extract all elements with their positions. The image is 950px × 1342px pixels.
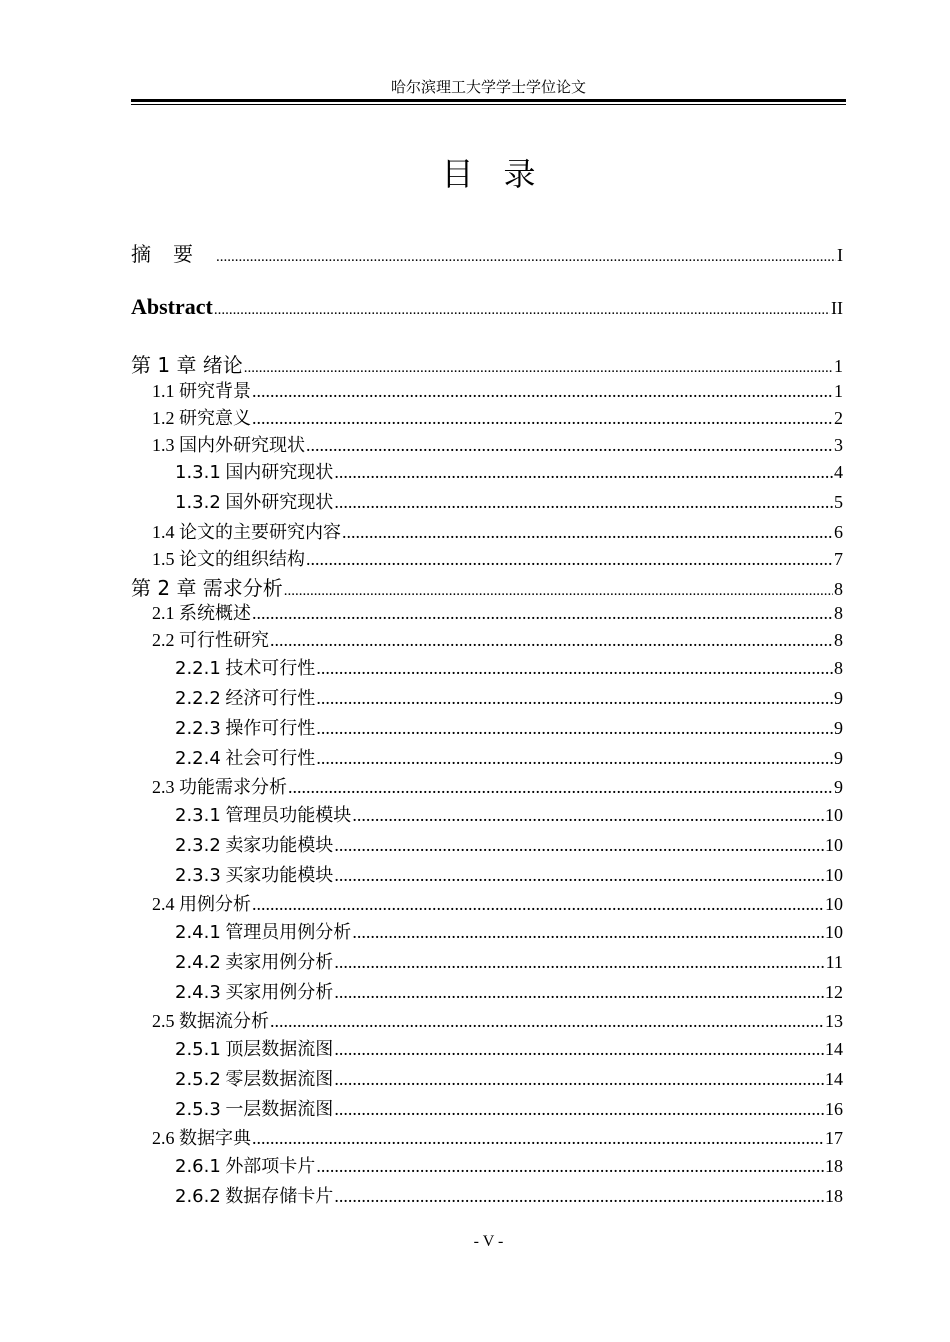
toc-entry-title xyxy=(175,654,315,680)
toc-entry-text: 买家功能模块 xyxy=(220,865,334,885)
toc-entry-title xyxy=(175,978,333,1004)
toc-entry-page: 14 xyxy=(825,1069,843,1089)
toc-entry-title xyxy=(175,1095,333,1121)
toc-entry-number: 2.4.3 xyxy=(175,982,221,1003)
dot-leader xyxy=(252,894,824,915)
dot-leader xyxy=(316,688,833,709)
toc-entry-page: 11 xyxy=(825,952,843,972)
toc-entry[interactable] xyxy=(131,714,843,740)
toc-entry[interactable] xyxy=(131,599,843,625)
running-header: 哈尔滨理工大学学士学位论文 xyxy=(390,80,586,96)
toc-entry-number: 2.5.1 xyxy=(175,1039,221,1060)
toc-entry-title xyxy=(175,861,333,887)
dot-leader xyxy=(216,249,836,266)
toc-entry-text: 国外研究现状 xyxy=(220,492,334,512)
toc-entry[interactable] xyxy=(131,1035,843,1061)
toc-entry-title xyxy=(175,918,351,944)
toc-entry-page: II xyxy=(831,298,843,318)
toc-entry-number: 2.6.1 xyxy=(175,1156,221,1177)
toc-entry-title: 1.1 研究背景 xyxy=(152,381,251,401)
toc-entry[interactable] xyxy=(131,918,843,944)
dot-leader xyxy=(306,549,833,570)
toc-entry-page: 10 xyxy=(825,865,843,885)
dot-leader xyxy=(252,1128,824,1149)
toc-entry-title xyxy=(175,801,351,827)
toc-entry-number: 2.5.3 xyxy=(175,1099,221,1120)
toc-entry-title xyxy=(175,831,333,857)
toc-entry-page: 13 xyxy=(825,1011,843,1031)
toc-entry-title xyxy=(175,948,333,974)
toc-entry-page: 14 xyxy=(825,1039,843,1059)
dot-leader xyxy=(334,1039,824,1060)
toc-entry[interactable] xyxy=(131,773,843,799)
toc-entry-number: 1.3.1 xyxy=(175,462,221,483)
toc-entry-title: 第 2 章 需求分析 xyxy=(131,576,283,600)
toc-entry[interactable] xyxy=(131,978,843,1004)
toc-entry-page: 1 xyxy=(834,381,843,401)
toc-entry-number: 2.3.1 xyxy=(175,805,221,826)
toc-entry-title: 1.5 论文的组织结构 xyxy=(152,549,305,569)
dot-leader xyxy=(316,748,833,769)
toc-entry-number: 2.4.1 xyxy=(175,922,221,943)
toc-entry-page: 3 xyxy=(834,435,843,455)
dot-leader xyxy=(352,805,824,826)
toc-entry-number: 2.2.4 xyxy=(175,748,221,769)
toc-entry-title: 2.2 可行性研究 xyxy=(152,630,269,650)
toc-entry-title: Abstract xyxy=(131,294,213,319)
toc-entry-page: 18 xyxy=(825,1186,843,1206)
dot-leader xyxy=(270,630,833,651)
toc-entry-page: 16 xyxy=(825,1099,843,1119)
toc-entry-page: 7 xyxy=(834,549,843,569)
toc-entry[interactable] xyxy=(131,488,843,514)
toc-entry[interactable] xyxy=(131,626,843,652)
toc-entry-page: 12 xyxy=(825,982,843,1002)
toc-entry-number: 2.2.3 xyxy=(175,718,221,739)
toc-entry-title: 2.4 用例分析 xyxy=(152,894,251,914)
dot-leader xyxy=(316,658,833,679)
toc-entry-text: 数据存储卡片 xyxy=(220,1186,334,1206)
toc-entry-number: 2.2.1 xyxy=(175,658,221,679)
toc-entry-page: 1 xyxy=(834,356,843,376)
toc-entry[interactable] xyxy=(131,890,843,916)
toc-entry-text: 管理员功能模块 xyxy=(220,805,352,825)
toc-entry-page: 10 xyxy=(825,835,843,855)
dot-leader xyxy=(334,1186,824,1207)
toc-entry-page: 9 xyxy=(834,718,843,738)
dot-leader xyxy=(244,360,833,377)
toc-entry-page: 5 xyxy=(834,492,843,512)
toc-entry-number: 1.3.2 xyxy=(175,492,221,513)
toc-entry-text: 操作可行性 xyxy=(220,718,316,738)
toc-entry[interactable] xyxy=(131,801,843,827)
dot-leader xyxy=(334,492,833,513)
toc-entry[interactable] xyxy=(131,349,843,378)
toc-entry-title xyxy=(175,1152,315,1178)
dot-leader xyxy=(334,982,824,1003)
toc-entry-page: 9 xyxy=(834,688,843,708)
toc-title: 目录 xyxy=(441,155,566,193)
toc-entry-title: 第 1 章 绪论 xyxy=(131,353,243,377)
toc-entry[interactable] xyxy=(131,458,843,484)
toc-entry-number: 2.3.3 xyxy=(175,865,221,886)
toc-entry-text: 外部项卡片 xyxy=(220,1156,316,1176)
toc-entry-page: I xyxy=(837,245,843,265)
dot-leader xyxy=(334,462,833,483)
toc-entry-title xyxy=(175,744,315,770)
dot-leader xyxy=(316,718,833,739)
dot-leader xyxy=(306,435,833,456)
dot-leader xyxy=(334,952,824,973)
toc-entry[interactable] xyxy=(131,1095,843,1121)
toc-entry-title: 2.1 系统概述 xyxy=(152,603,251,623)
dot-leader xyxy=(252,381,833,402)
toc-entry[interactable] xyxy=(131,1182,843,1208)
toc-entry[interactable] xyxy=(131,518,843,544)
toc-entry-title xyxy=(175,1035,333,1061)
table-of-contents xyxy=(131,0,843,1342)
toc-entry[interactable] xyxy=(131,294,843,320)
toc-entry-text: 买家用例分析 xyxy=(220,982,334,1002)
toc-entry[interactable] xyxy=(131,1152,843,1178)
toc-entry[interactable] xyxy=(131,238,843,267)
toc-entry-title xyxy=(175,714,315,740)
dot-leader xyxy=(352,922,824,943)
dot-leader xyxy=(342,522,833,543)
toc-entry-title xyxy=(175,684,315,710)
toc-entry-page: 8 xyxy=(834,579,843,599)
dot-leader xyxy=(252,408,833,429)
toc-entry-title xyxy=(175,1065,333,1091)
toc-entry-text: 社会可行性 xyxy=(220,748,316,768)
dot-leader xyxy=(214,302,830,319)
toc-entry[interactable] xyxy=(131,377,843,403)
toc-entry-text: 顶层数据流图 xyxy=(220,1039,334,1059)
toc-entry-number: 2.3.2 xyxy=(175,835,221,856)
dot-leader xyxy=(288,777,833,798)
dot-leader xyxy=(334,1069,824,1090)
toc-entry[interactable] xyxy=(131,404,843,430)
toc-entry-text: 国内研究现状 xyxy=(220,462,334,482)
toc-entry[interactable] xyxy=(131,831,843,857)
toc-entry-text: 一层数据流图 xyxy=(220,1099,334,1119)
toc-entry-page: 17 xyxy=(825,1128,843,1148)
toc-entry-page: 6 xyxy=(834,522,843,542)
dot-leader xyxy=(334,1099,824,1120)
dot-leader xyxy=(284,583,833,600)
toc-entry-title: 摘要 xyxy=(131,242,215,266)
toc-entry-text: 经济可行性 xyxy=(220,688,316,708)
toc-entry-text: 卖家功能模块 xyxy=(220,835,334,855)
toc-entry-number: 2.2.2 xyxy=(175,688,221,709)
toc-entry[interactable] xyxy=(131,545,843,571)
toc-entry[interactable] xyxy=(131,1124,843,1150)
toc-entry-page: 4 xyxy=(834,462,843,482)
toc-entry-number: 2.6.2 xyxy=(175,1186,221,1207)
toc-entry-page: 8 xyxy=(834,630,843,650)
toc-entry[interactable] xyxy=(131,572,843,601)
dot-leader xyxy=(252,603,833,624)
toc-entry-page: 9 xyxy=(834,777,843,797)
toc-entry[interactable] xyxy=(131,431,843,457)
toc-entry-page: 10 xyxy=(825,922,843,942)
toc-entry-title: 1.4 论文的主要研究内容 xyxy=(152,522,341,542)
toc-entry-title: 1.2 研究意义 xyxy=(152,408,251,428)
toc-entry[interactable] xyxy=(131,861,843,887)
toc-entry-text: 管理员用例分析 xyxy=(220,922,352,942)
toc-entry-title: 2.5 数据流分析 xyxy=(152,1011,269,1031)
toc-entry-page: 10 xyxy=(825,805,843,825)
toc-entry-text: 零层数据流图 xyxy=(220,1069,334,1089)
dot-leader xyxy=(316,1156,824,1177)
toc-entry-number: 2.4.2 xyxy=(175,952,221,973)
toc-entry-page: 9 xyxy=(834,748,843,768)
toc-entry[interactable] xyxy=(131,1007,843,1033)
toc-entry-title xyxy=(175,458,333,484)
page-number: - V - xyxy=(473,1233,504,1250)
toc-entry-text: 卖家用例分析 xyxy=(220,952,334,972)
toc-entry-text: 技术可行性 xyxy=(220,658,316,678)
toc-entry-title xyxy=(175,1182,333,1208)
toc-entry-page: 8 xyxy=(834,603,843,623)
toc-entry-number: 2.5.2 xyxy=(175,1069,221,1090)
toc-entry-title: 2.3 功能需求分析 xyxy=(152,777,287,797)
toc-entry-page: 10 xyxy=(825,894,843,914)
toc-entry[interactable] xyxy=(131,654,843,680)
toc-entry-page: 2 xyxy=(834,408,843,428)
toc-entry[interactable] xyxy=(131,948,843,974)
dot-leader xyxy=(334,835,824,856)
toc-entry[interactable] xyxy=(131,684,843,710)
toc-entry-title: 2.6 数据字典 xyxy=(152,1128,251,1148)
toc-entry-page: 8 xyxy=(834,658,843,678)
toc-entry-title: 1.3 国内外研究现状 xyxy=(152,435,305,455)
toc-entry-title xyxy=(175,488,333,514)
toc-entry-page: 18 xyxy=(825,1156,843,1176)
dot-leader xyxy=(334,865,824,886)
toc-entry[interactable] xyxy=(131,1065,843,1091)
dot-leader xyxy=(270,1011,824,1032)
toc-entry[interactable] xyxy=(131,744,843,770)
